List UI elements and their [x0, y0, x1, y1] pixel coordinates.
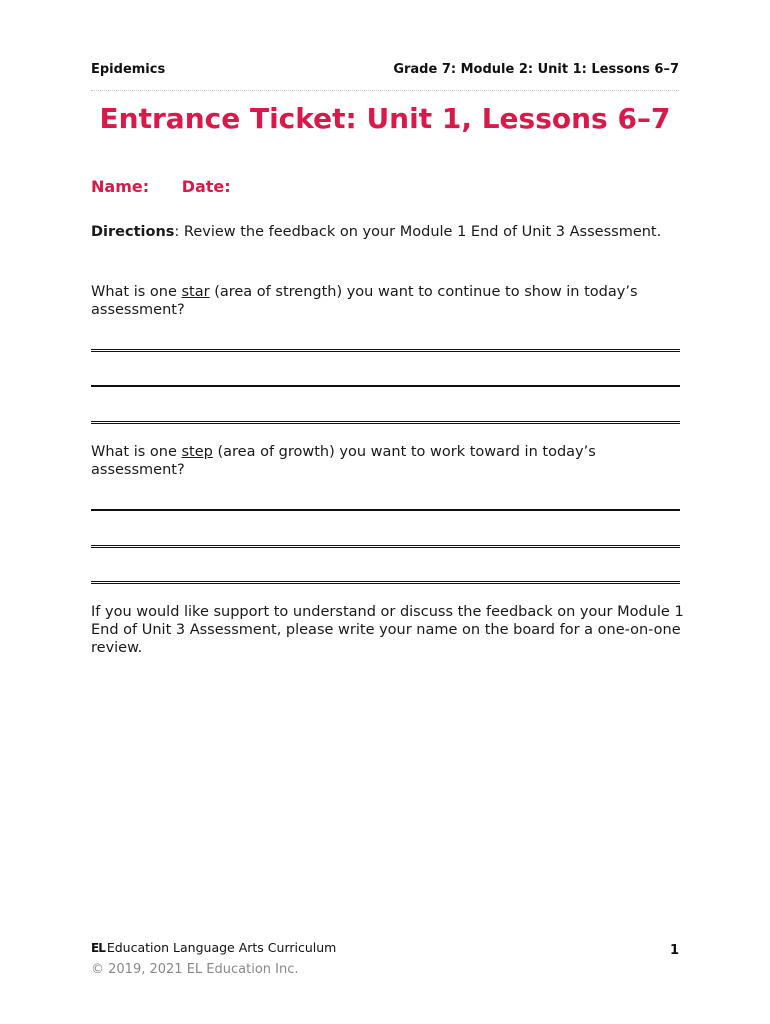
- question-star-prefix: What is one: [91, 284, 182, 300]
- page-number: 1: [669, 943, 679, 958]
- directions-text: : Review the feedback on your Module 1 End of Unit 3 Assessment.: [174, 224, 662, 240]
- question-star-suffix: (area of strength) you want to continue to show in today’s assessment?: [91, 284, 638, 318]
- page-header: [91, 62, 679, 77]
- directions: [91, 223, 686, 241]
- question-step: [91, 443, 686, 479]
- logo-text: Education Language Arts Curriculum: [106, 940, 337, 955]
- answer-line-step-2[interactable]: [91, 545, 680, 548]
- name-label: Name:: [91, 177, 150, 196]
- curriculum-logo: [91, 940, 336, 955]
- name-date-fields: [91, 177, 231, 196]
- page-title: Entrance Ticket: Unit 1, Lessons 6–7: [99, 102, 671, 135]
- keyword-step: step: [181, 444, 213, 460]
- header-course-info: Grade 7: Module 2: Unit 1: Lessons 6–7: [393, 62, 679, 77]
- support-note: If you would like support to understand or discuss the feedback on your Module 1 End of Unit 3 Assessment, please write your name on the board for a one-on-one review.: [91, 604, 684, 656]
- answer-line-step-1[interactable]: [91, 509, 680, 511]
- question-step-suffix: (area of growth) you want to work toward in today’s assessment?: [91, 444, 596, 478]
- answer-line-star-2[interactable]: [91, 385, 680, 387]
- question-step-prefix: What is one: [91, 444, 182, 460]
- question-star: [91, 283, 686, 319]
- el-logo-icon: EL: [91, 940, 105, 955]
- answer-line-star-1[interactable]: [91, 349, 680, 352]
- header-topic: Epidemics: [91, 62, 166, 77]
- header-divider: [91, 90, 679, 91]
- keyword-star: star: [181, 284, 210, 300]
- copyright: © 2019, 2021 EL Education Inc.: [91, 962, 299, 977]
- answer-line-star-3[interactable]: [91, 421, 680, 424]
- directions-label: Directions: [91, 224, 175, 240]
- date-label: Date:: [181, 177, 231, 196]
- answer-line-step-3[interactable]: [91, 581, 680, 584]
